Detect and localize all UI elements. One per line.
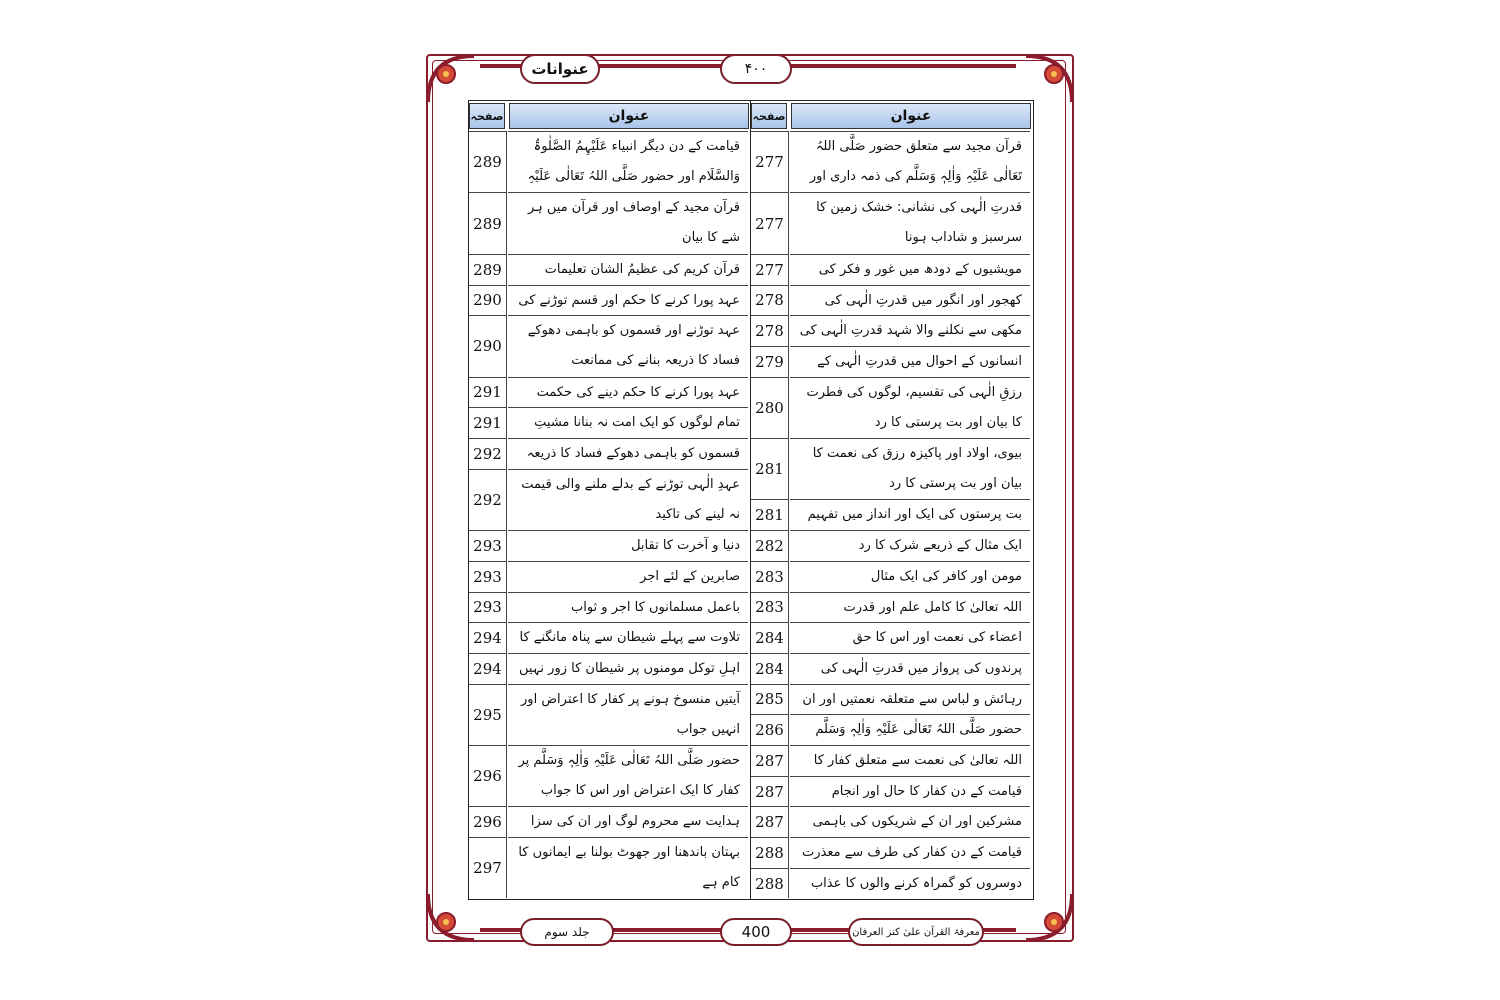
toc-entry-page: 278 (751, 285, 788, 316)
toc-entry-title: اہلِ توکل مومنوں پر شیطان کا زور نہیں (508, 653, 748, 684)
toc-entry-page: 293 (469, 530, 506, 561)
toc-entry-page: 287 (751, 745, 788, 776)
document-page (424, 52, 1076, 944)
toc-entry-page: 289 (469, 192, 506, 253)
toc-entry-title: کھجور اور انگور میں قدرتِ الٰہی کی (790, 285, 1030, 316)
toc-entry-page: 288 (751, 868, 788, 899)
toc-entry-page: 289 (469, 131, 506, 192)
toc-entry-title: مومن اور کافر کی ایک مثال (790, 561, 1030, 592)
toc-entry-title: باعمل مسلمانوں کا اجر و ثواب (508, 592, 748, 623)
toc-entry-title: عہد توڑنے اور قسموں کو باہمی دھوکے فساد کا ذریعہ بنانے کی ممانعت (508, 315, 748, 376)
right-page-header (751, 103, 787, 129)
volume-label (520, 918, 614, 946)
toc-entry-page: 292 (469, 438, 506, 469)
toc-entry-title: تلاوت سے پہلے شیطان سے پناہ مانگنے کا (508, 622, 748, 653)
left-divider (506, 131, 507, 898)
toc-entry-title: رزقِ الٰہی کی تقسیم، لوگوں کی فطرت کا بیان اور بت پرستی کا رد (790, 377, 1030, 438)
toc-entry-page: 278 (751, 315, 788, 346)
page-number-top-text: ۴۰۰ (744, 61, 768, 77)
toc-entry-page: 283 (751, 561, 788, 592)
toc-entry-page: 292 (469, 469, 506, 530)
corner-ornament-icon (1022, 52, 1076, 106)
toc-entry-page: 283 (751, 592, 788, 623)
toc-entry-title: بیوی، اولاد اور پاکیزہ رزق کی نعمت کا بیان اور بت پرستی کا رد (790, 438, 1030, 499)
toc-entry-title: عہد پورا کرنے کا حکم دینے کی حکمت (508, 377, 748, 408)
toc-entry-page: 287 (751, 806, 788, 837)
toc-entry-page: 285 (751, 684, 788, 715)
toc-entry-title: ہدایت سے محروم لوگ اور ان کی سزا (508, 806, 748, 837)
toc-entry-page: 289 (469, 254, 506, 285)
toc-entry-title: قیامت کے دن کفار کی طرف سے معذرت (790, 837, 1030, 868)
toc-entry-title: تمام لوگوں کو ایک امت نہ بنانا مشیتِ (508, 407, 748, 438)
toc-entry-title: قیامت کے دن دیگر انبیاء عَلَیْہِمُ الصَّلٰوۃُ وَالسَّلَام اور حضور صَلَّی اللہُ تَعَالٰی عَلَیْہِ (508, 131, 748, 192)
toc-entry-page: 282 (751, 530, 788, 561)
corner-ornament-icon (424, 52, 478, 106)
right-topic-header-text: عنوان (890, 108, 932, 124)
toc-entry-title: قرآن مجید سے متعلق حضور صَلَّی اللہُ تَعَالٰی عَلَیْہِ وَاٰلِہٖ وَسَلَّم کی ذمہ داری اور (790, 131, 1030, 192)
toc-entry-title: قرآن مجید کے اوصاف اور قرآن میں ہر شے کا بیان (508, 192, 748, 253)
toc-entry-title: دنیا و آخرت کا تقابل (508, 530, 748, 561)
toc-entry-page: 279 (751, 346, 788, 377)
toc-entry-page: 296 (469, 745, 506, 806)
toc-entry-page: 277 (751, 131, 788, 192)
toc-entry-title: قرآن کریم کی عظیمُ الشان تعلیمات (508, 254, 748, 285)
page-number-bottom (720, 918, 792, 946)
right-topic-header (791, 103, 1031, 129)
page-number-bottom-text: 400 (741, 923, 771, 941)
toc-entry-page: 287 (751, 776, 788, 807)
left-topic-header-text: عنوان (608, 108, 650, 124)
toc-entry-page: 294 (469, 653, 506, 684)
toc-entry-title: مویشیوں کے دودھ میں غور و فکر کی (790, 254, 1030, 285)
toc-entry-page: 297 (469, 837, 506, 898)
section-title-text: عنوانات (531, 60, 589, 78)
toc-entry-title: قسموں کو باہمی دھوکے فساد کا ذریعہ (508, 438, 748, 469)
toc-entry-title: عہد پورا کرنے کا حکم اور قسم توڑنے کی (508, 285, 748, 316)
toc-entry-title: آیتیں منسوخ ہونے پر کفار کا اعتراض اور انہیں جواب (508, 684, 748, 745)
toc-entry-title: اللہ تعالیٰ کا کامل علم اور قدرت (790, 592, 1030, 623)
toc-entry-title: دوسروں کو گمراہ کرنے والوں کا عذاب (790, 868, 1030, 899)
book-title-text: معرفۃ القرآن علیٰ کنز العرفان (852, 926, 980, 938)
toc-entry-title: اللہ تعالیٰ کی نعمت سے متعلق کفار کا (790, 745, 1030, 776)
toc-entry-page: 293 (469, 561, 506, 592)
toc-entry-page: 277 (751, 254, 788, 285)
section-title (520, 54, 600, 84)
right-page-header-text: صفحہ (752, 109, 786, 123)
toc-entry-page: 281 (751, 499, 788, 530)
toc-entry-title: قیامت کے دن کفار کا حال اور انجام (790, 776, 1030, 807)
right-divider (788, 131, 789, 898)
toc-entry-page: 277 (751, 192, 788, 253)
toc-entry-page: 280 (751, 377, 788, 438)
toc-entry-title: ایک مثال کے ذریعے شرک کا رد (790, 530, 1030, 561)
toc-entry-title: حضور صَلَّی اللہُ تَعَالٰی عَلَیْہِ وَاٰلِہٖ وَسَلَّم پر کفار کا ایک اعتراض اور اس کا جواب (508, 745, 748, 806)
book-title (848, 918, 984, 946)
left-page-header-text: صفحہ (470, 109, 504, 123)
page-number-top (720, 54, 792, 84)
toc-entry-title: انسانوں کے احوال میں قدرتِ الٰہی کے (790, 346, 1030, 377)
toc-entry-page: 290 (469, 315, 506, 376)
toc-entry-page: 291 (469, 407, 506, 438)
toc-entry-title: قدرتِ الٰہی کی نشانی: خشک زمین کا سرسبز و شاداب ہونا (790, 192, 1030, 253)
toc-entry-page: 281 (751, 438, 788, 499)
toc-entry-page: 296 (469, 806, 506, 837)
toc-entry-title: رہائش و لباس سے متعلقہ نعمتیں اور ان (790, 684, 1030, 715)
toc-entry-page: 288 (751, 837, 788, 868)
toc-entry-page: 286 (751, 714, 788, 745)
toc-entry-title: بہتان باندھنا اور جھوٹ بولنا بے ایمانوں کا کام ہے (508, 837, 748, 898)
toc-entry-page: 284 (751, 653, 788, 684)
toc-entry-page: 284 (751, 622, 788, 653)
toc-entry-title: عہدِ الٰہی توڑنے کے بدلے ملنے والی قیمت نہ لینے کی تاکید (508, 469, 748, 530)
toc-entry-title: حضور صَلَّی اللہُ تَعَالٰی عَلَیْہِ وَاٰلِہٖ وَسَلَّم (790, 714, 1030, 745)
toc-entry-page: 294 (469, 622, 506, 653)
volume-text: جلد سوم (544, 925, 590, 939)
toc-entry-title: پرندوں کی پرواز میں قدرتِ الٰہی کی (790, 653, 1030, 684)
toc-entry-title: مشرکین اور ان کے شریکوں کی باہمی (790, 806, 1030, 837)
left-page-header (469, 103, 505, 129)
toc-entry-page: 290 (469, 285, 506, 316)
toc-entry-page: 293 (469, 592, 506, 623)
toc-entry-page: 291 (469, 377, 506, 408)
toc-entry-title: صابرین کے لئے اجر (508, 561, 748, 592)
toc-entry-page: 295 (469, 684, 506, 745)
toc-entry-title: اعضاء کی نعمت اور اس کا حق (790, 622, 1030, 653)
left-topic-header (509, 103, 749, 129)
toc-entry-title: بت پرستوں کی ایک اور انداز میں تفہیم (790, 499, 1030, 530)
toc-entry-title: مکھی سے نکلنے والا شہد قدرتِ الٰہی کی (790, 315, 1030, 346)
